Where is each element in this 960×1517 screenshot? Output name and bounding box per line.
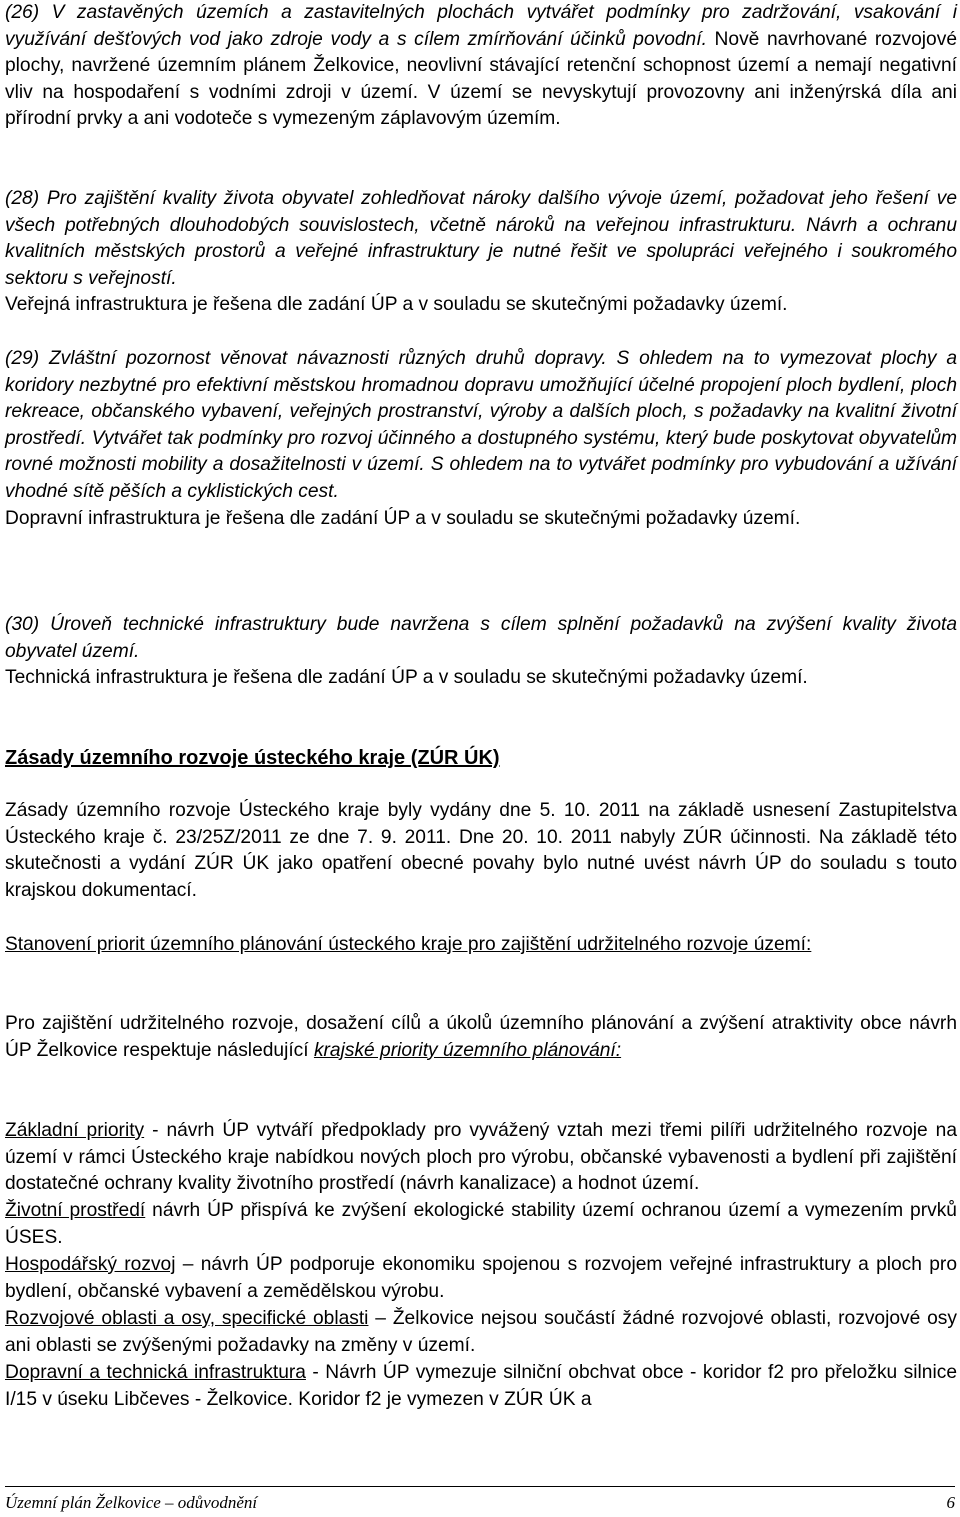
paragraph-26-requirement: (26) V zastavěných územích a zastavitelných plochách vytvářet podmínky pro zadržování, vsakování i využívání dešťových vod jako zdroje vody a s cílem zmírňování účinků povodní.: [5, 2, 957, 50]
footer-rule: [5, 1486, 955, 1487]
priority-item: [5, 1360, 957, 1413]
priority-item: [5, 1252, 957, 1306]
priority-item-label: Základní priority: [5, 1120, 145, 1141]
paragraph-zur: Zásady územního rozvoje Ústeckého kraje byly vydány dne 5. 10. 2011 na základě usnesení Zastupitelstva Ústeckého kraje č. 23/25Z/2011 ze dne 7. 9. 2011. Dne 20. 10. 2011 nabyly ZÚR účinnosti. Na základě této skutečnosti a vydání ZÚR ÚK jako opatření obecné povahy bylo nutné uvést návrh ÚP do souladu s touto krajskou dokumentací.: [5, 800, 957, 901]
paragraph-28-requirement: (28) Pro zajištění kvality života obyvatel zohledňovat nároky dalšího vývoje území, požadovat jeho řešení ve všech potřebných dlouhodobých souvislostech, včetně nároků na veřejnou infrastrukturu. Návrh a ochranu kvalitních městských prostorů a veřejné infrastruktury je nutné řešit ve spolupráci veřejného i soukromého sektoru s veřejností.: [5, 188, 957, 289]
section-heading-priorities: Stanovení priorit územního plánování ústeckého kraje pro zajištění udržitelného rozvoje území:: [5, 934, 812, 955]
priority-list: [5, 1118, 957, 1413]
priority-item-text: – návrh ÚP podporuje ekonomiku spojenou s rozvojem veřejné infrastruktury a ploch pro bydlení, občanské vybavení a zemědělskou výrobu.: [5, 1254, 957, 1302]
paragraph-29: [5, 346, 957, 532]
paragraph-priorities-text: Pro zajištění udržitelného rozvoje, dosažení cílů a úkolů územního plánování a zvýšení atraktivity obce návrh ÚP Želkovice respektuje následující: [5, 1013, 957, 1061]
paragraph-30-requirement: (30) Úroveň technické infrastruktury bude navržena s cílem splnění požadavků na zvýšení kvality života obyvatel území.: [5, 614, 957, 662]
priority-item-label: Hospodářský rozvoj: [5, 1254, 176, 1275]
priority-item: [5, 1306, 957, 1360]
priority-item-label: Životní prostředí: [5, 1200, 146, 1221]
footer-page-number: 6: [946, 1493, 955, 1512]
priority-item: [5, 1118, 957, 1198]
priority-item-label: Rozvojové oblasti a osy, specifické oblasti: [5, 1308, 369, 1329]
priority-item-text: - návrh ÚP vytváří předpoklady pro vyvážený vztah mezi třemi pilíři udržitelného rozvoje na území v rámci Ústeckého kraje nabídkou nových ploch pro výrobu, občanské vybavenosti a bydlení při zajištění dostatečné ochrany kvality životního prostředí (návrh kanalizace) a hodnot území.: [5, 1120, 957, 1195]
footer-document-title: Územní plán Želkovice – odůvodnění: [5, 1493, 258, 1512]
priority-item-text: návrh ÚP přispívá ke zvýšení ekologické stability území ochranou území a vymezením prvků ÚSES.: [5, 1200, 957, 1248]
regional-priorities-link: krajské priority územního plánování:: [313, 1039, 622, 1061]
paragraph-26: [5, 0, 957, 133]
paragraph-26-response: Nově navrhované rozvojové plochy, navržené územním plánem Želkovice, neovlivní stávající retenční schopnost území a nemají negativní vliv na hospodaření s vodními zdroji v území. V území se nevyskytují provozovny ani inženýrská díla ani přírodní prvky a ani vodoteče s vymezeným záplavovým územím.: [5, 28, 957, 130]
priority-item-text: – Želkovice nejsou součástí žádné rozvojové oblasti, rozvojové osy ani oblasti se zvýšenými požadavky na změny v území.: [5, 1308, 957, 1356]
priority-item-text: - Návrh ÚP vymezuje silniční obchvat obce - koridor f2 pro přeložku silnice I/15 v úseku Libčeves - Želkovice. Koridor f2 je vymezen v ZÚR ÚK a: [5, 1362, 957, 1410]
paragraph-30-response: Technická infrastruktura je řešena dle zadání ÚP a v souladu se skutečnými požadavky území.: [5, 667, 808, 689]
paragraph-30: [5, 612, 957, 692]
priority-item-label: Dopravní a technická infrastruktura: [5, 1362, 306, 1383]
paragraph-priorities: [5, 1011, 957, 1064]
paragraph-29-response: Dopravní infrastruktura je řešena dle zadání ÚP a v souladu se skutečnými požadavky území.: [5, 507, 801, 529]
paragraph-28: [5, 186, 957, 319]
page-footer: [5, 1492, 955, 1514]
paragraph-29-requirement: (29) Zvláštní pozornost věnovat návaznosti různých druhů dopravy. S ohledem na to vymezovat plochy a koridory nezbytné pro efektivní městskou hromadnou dopravu umožňující účelné propojení ploch bydlení, ploch rekreace, občanského vybavení, veřejných prostranství, výroby a dalších ploch, s požadavky na kvalitní životní prostředí. Vytvářet tak podmínky pro rozvoj účinného a dostupného systému, který bude poskytovat obyvatelům rovné možnosti mobility a dosažitelnosti v území. S ohledem na to vytvářet podmínky pro vybudování a užívání vhodné sítě pěších a cyklistických cest.: [5, 348, 957, 502]
paragraph-28-response: Veřejná infrastruktura je řešena dle zadání ÚP a v souladu se skutečnými požadavky území.: [5, 294, 788, 316]
priority-item: [5, 1198, 957, 1252]
section-heading-zur: Zásady územního rozvoje ústeckého kraje (ZÚR ÚK): [5, 747, 500, 769]
